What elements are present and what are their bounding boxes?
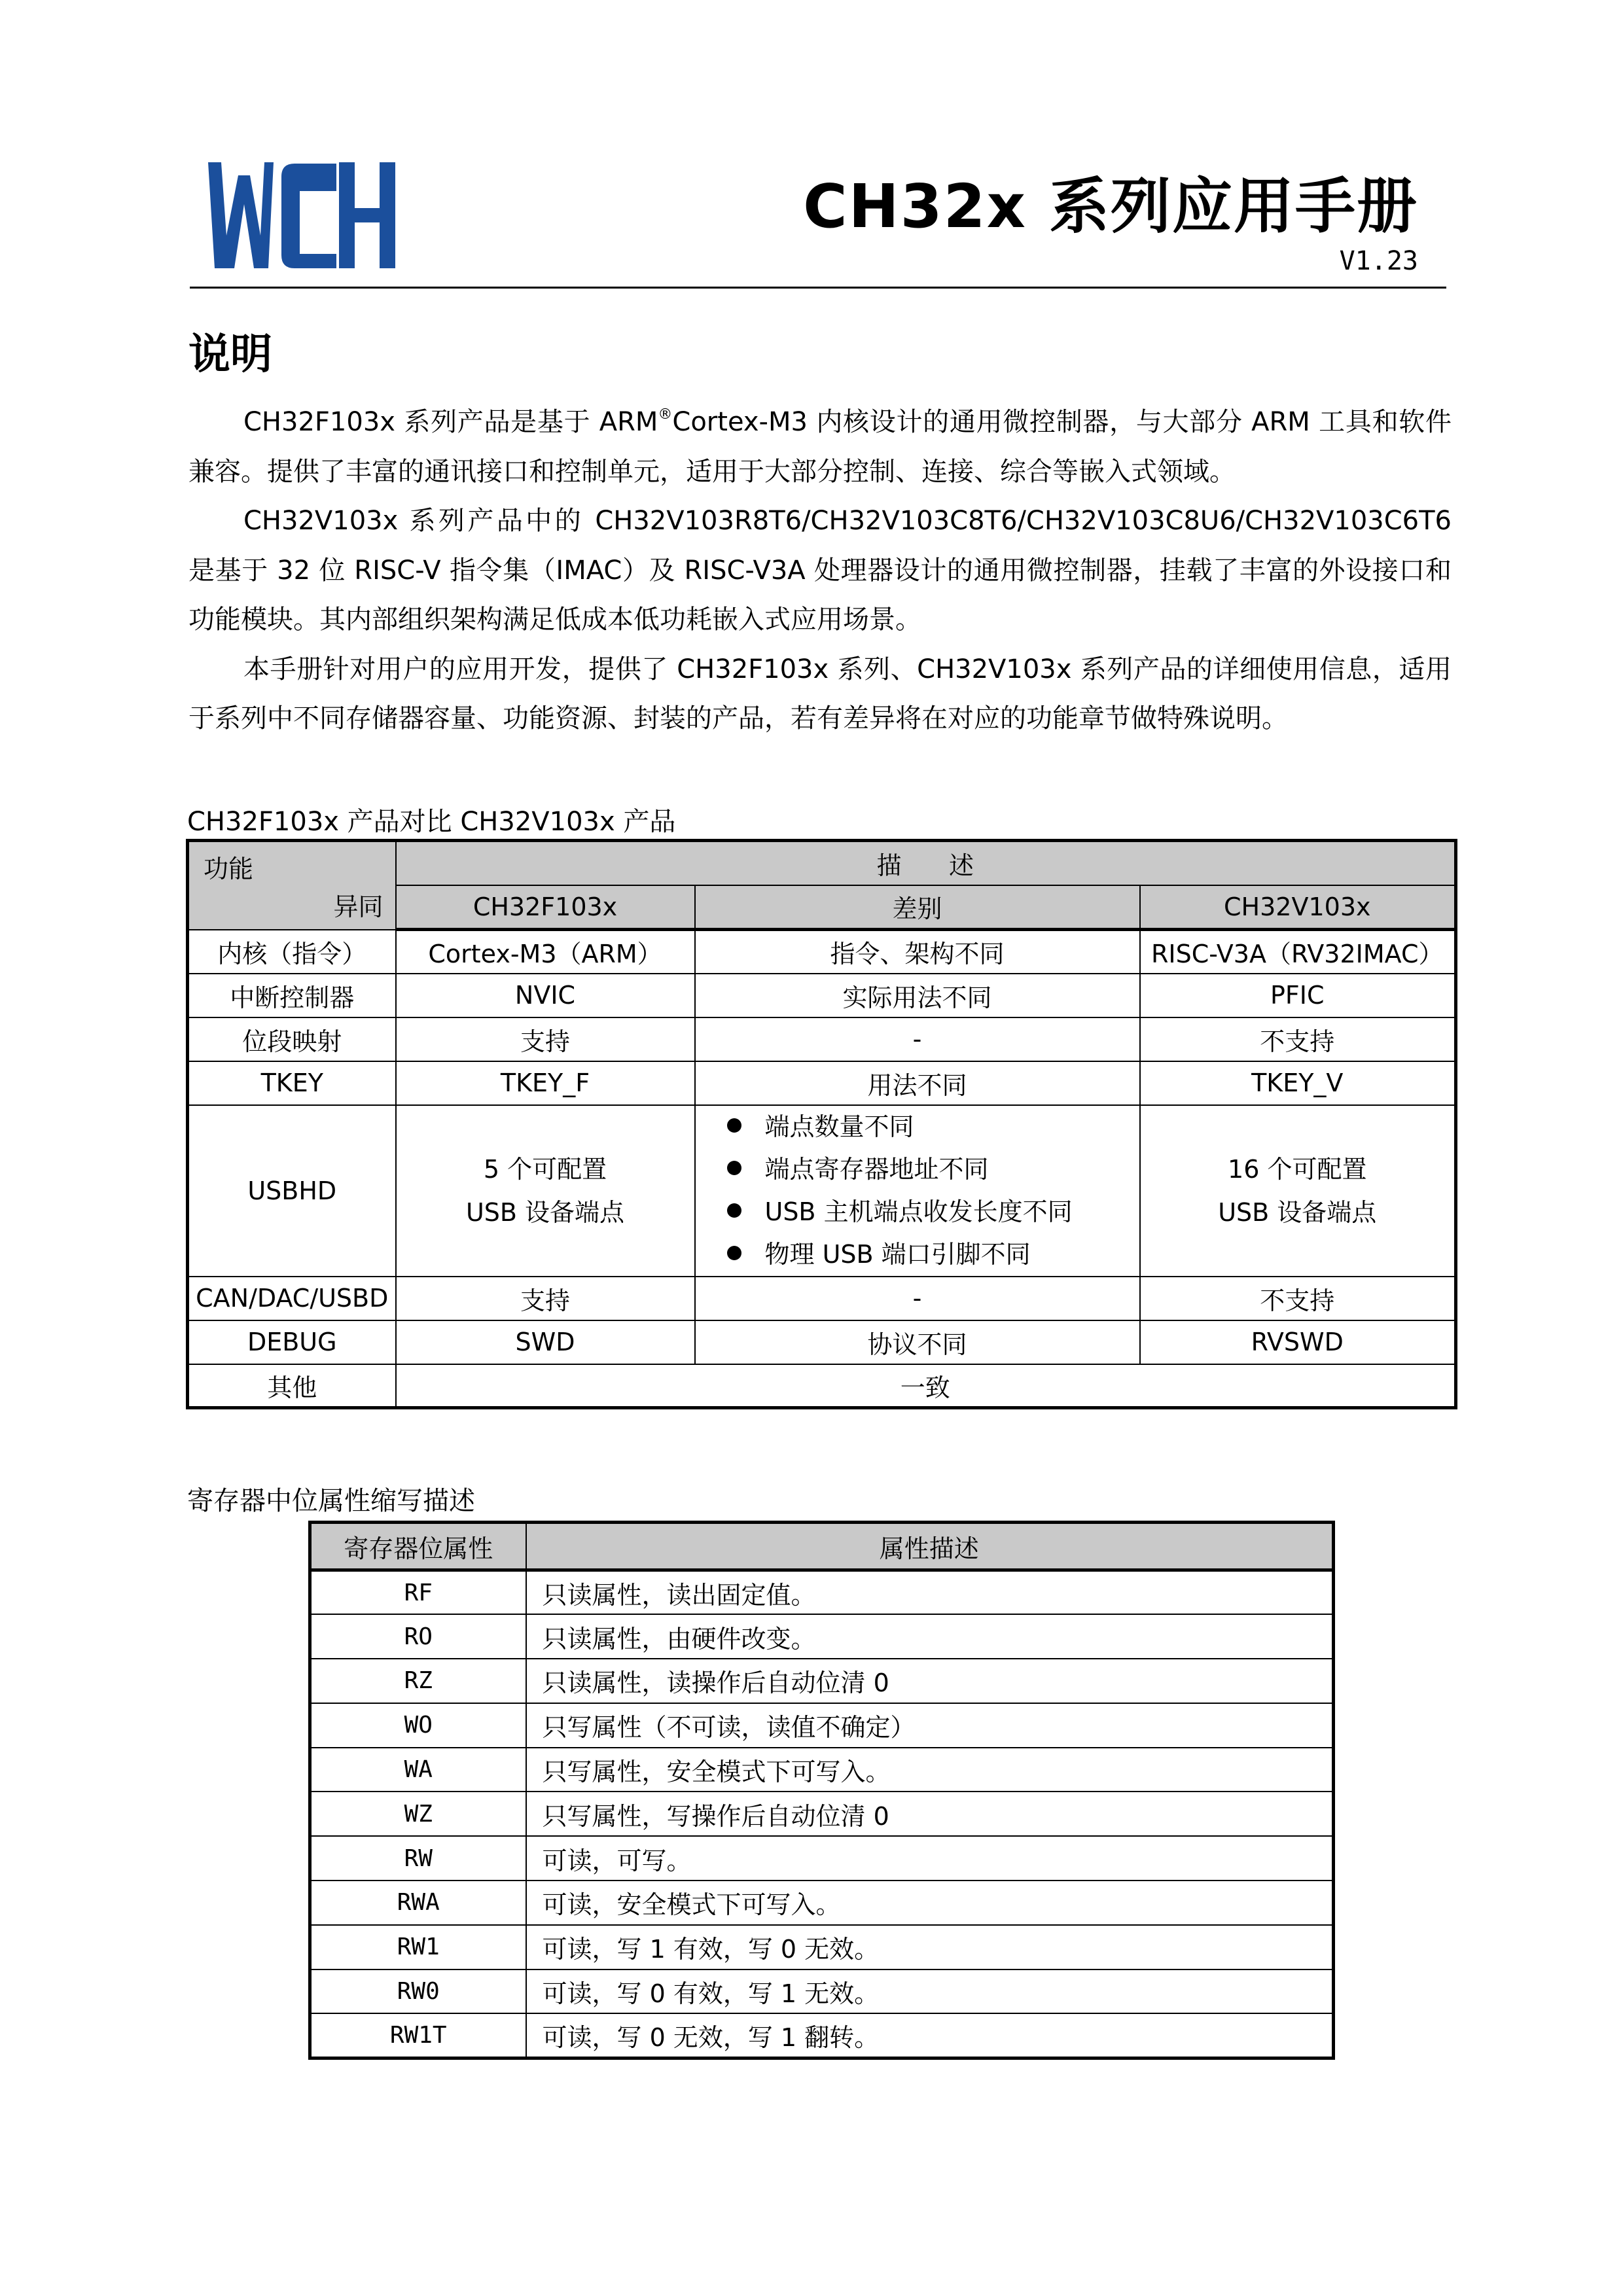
paragraph: 本手册针对用户的应用开发，提供了 CH32F103x 系列、CH32V103x 系列产品的详细使用信息，适用于系列中不同存储器容量、功能资源、封装的产品，若有差异将在对应的功能章节做特殊说明。 xyxy=(188,654,1452,733)
diff-cell: 指令、架构不同 xyxy=(695,930,1140,974)
feature-cell: TKEY xyxy=(188,1061,396,1105)
table-row xyxy=(310,1748,1334,1792)
bullet-icon xyxy=(727,1161,741,1175)
feature-cell: 中断控制器 xyxy=(188,974,396,1017)
feature-cell: 位段映射 xyxy=(188,1017,396,1061)
table-row xyxy=(310,1881,1334,1925)
v-cell: RVSWD xyxy=(1140,1320,1456,1364)
wch-logo xyxy=(208,162,398,268)
attr-code: RO xyxy=(310,1614,526,1659)
compare-table xyxy=(186,839,1457,1409)
v-cell: 不支持 xyxy=(1140,1017,1456,1061)
intro-text xyxy=(188,398,1452,744)
table-row-usbhd xyxy=(188,1105,1456,1277)
attr-desc: 只读属性，由硬件改变。 xyxy=(526,1614,1334,1659)
attr-code: RW1T xyxy=(310,2013,526,2058)
table-row xyxy=(188,1277,1456,1320)
table-row xyxy=(310,1659,1334,1703)
v-cell: PFIC xyxy=(1140,974,1456,1017)
attr-desc: 可读，可写。 xyxy=(526,1836,1334,1881)
f-cell: Cortex-M3（ARM） xyxy=(396,930,695,974)
diff-cell: 实际用法不同 xyxy=(695,974,1140,1017)
diff-cell: 用法不同 xyxy=(695,1061,1140,1105)
attr-desc: 只读属性，读出固定值。 xyxy=(526,1570,1334,1615)
attr-code: RW0 xyxy=(310,1969,526,2014)
feature-cell: CAN/DAC/USBD xyxy=(188,1277,396,1320)
paragraph: CH32V103x 系列产品中的 CH32V103R8T6/CH32V103C8T6/CH32V103C8U6/CH32V103C6T6 是基于 32 位 RISC-V 指令集（IMAC）及 RISC-V3A 处理器设计的通用微控制器，挂载了丰富的外设接口和功能模块。其内部组织架构满足低成本低功耗嵌入式应用场景。 xyxy=(188,506,1452,635)
attr-code: WZ xyxy=(310,1792,526,1836)
v-cell: 不支持 xyxy=(1140,1277,1456,1320)
bullet-item: USB 主机端点收发长度不同 xyxy=(727,1191,1139,1233)
feature-cell: 内核（指令） xyxy=(188,930,396,974)
section-title: 说明 xyxy=(188,330,272,379)
table-row xyxy=(188,930,1456,974)
table-row xyxy=(188,1320,1456,1364)
table-row xyxy=(188,1061,1456,1105)
f-cell: SWD xyxy=(396,1320,695,1364)
table-row xyxy=(310,1792,1334,1836)
col-header-f: CH32F103x xyxy=(396,885,695,930)
attr-table-caption: 寄存器中位属性缩写描述 xyxy=(187,1486,475,1516)
header-divider xyxy=(190,287,1446,289)
f-cell: NVIC xyxy=(396,974,695,1017)
f-cell: 支持 xyxy=(396,1017,695,1061)
attr-desc: 可读，写 0 无效，写 1 翻转。 xyxy=(526,2013,1334,2058)
attr-desc: 可读，写 1 有效，写 0 无效。 xyxy=(526,1925,1334,1969)
col-header-desc: 属性描述 xyxy=(526,1523,1334,1570)
document-title: CH32x 系列应用手册 xyxy=(803,171,1418,241)
bullet-icon xyxy=(727,1246,741,1260)
table-row xyxy=(310,2013,1334,2058)
v-cell: 16 个可配置 USB 设备端点 xyxy=(1140,1105,1456,1277)
diff-cell: 协议不同 xyxy=(695,1320,1140,1364)
attr-desc: 只写属性，写操作后自动位清 0 xyxy=(526,1792,1334,1836)
feature-cell: 其他 xyxy=(188,1364,396,1408)
attr-desc: 只写属性（不可读，读值不确定） xyxy=(526,1703,1334,1748)
feature-cell: DEBUG xyxy=(188,1320,396,1364)
table-row xyxy=(188,1017,1456,1061)
corner-header: 功能 异同 xyxy=(188,841,396,930)
attr-desc: 只读属性，读操作后自动位清 0 xyxy=(526,1659,1334,1703)
table-row xyxy=(310,1614,1334,1659)
table-row xyxy=(310,1925,1334,1969)
table-row xyxy=(310,1969,1334,2014)
v-cell: RISC-V3A（RV32IMAC） xyxy=(1140,930,1456,974)
bullet-item: 物理 USB 端口引脚不同 xyxy=(727,1233,1139,1276)
attr-code: RW1 xyxy=(310,1925,526,1969)
attr-code: WO xyxy=(310,1703,526,1748)
attr-desc: 可读，安全模式下可写入。 xyxy=(526,1881,1334,1925)
diff-bullet-list xyxy=(695,1105,1140,1277)
table-row xyxy=(188,1364,1456,1408)
attr-desc: 可读，写 0 有效，写 1 无效。 xyxy=(526,1969,1334,2014)
attr-code: RW xyxy=(310,1836,526,1881)
attr-code: RWA xyxy=(310,1881,526,1925)
attr-code: RZ xyxy=(310,1659,526,1703)
bullet-item: 端点数量不同 xyxy=(727,1106,1139,1148)
bullet-item: 端点寄存器地址不同 xyxy=(727,1148,1139,1191)
diff-cell: - xyxy=(695,1277,1140,1320)
table-row xyxy=(188,974,1456,1017)
attr-desc: 只写属性，安全模式下可写入。 xyxy=(526,1748,1334,1792)
diff-cell: - xyxy=(695,1017,1140,1061)
f-cell: TKEY_F xyxy=(396,1061,695,1105)
f-cell: 5 个可配置 USB 设备端点 xyxy=(396,1105,695,1277)
col-header-attr: 寄存器位属性 xyxy=(310,1523,526,1570)
document-version: V1.23 xyxy=(1339,246,1418,276)
paragraph: CH32F103x 系列产品是基于 ARM®Cortex-M3 内核设计的通用微控制器，与大部分 ARM 工具和软件兼容。提供了丰富的通讯接口和控制单元，适用于大部分控制、连接、综合等嵌入式领域。 xyxy=(188,406,1452,487)
desc-header: 描 述 xyxy=(396,841,1456,885)
v-cell: TKEY_V xyxy=(1140,1061,1456,1105)
attr-code: RF xyxy=(310,1570,526,1615)
col-header-diff: 差别 xyxy=(695,885,1140,930)
table-row xyxy=(310,1570,1334,1615)
attr-table xyxy=(308,1521,1335,2060)
bullet-icon xyxy=(727,1203,741,1218)
col-header-v: CH32V103x xyxy=(1140,885,1456,930)
feature-cell: USBHD xyxy=(188,1105,396,1277)
f-cell: 支持 xyxy=(396,1277,695,1320)
merged-cell: 一致 xyxy=(396,1364,1456,1408)
bullet-icon xyxy=(727,1118,741,1133)
table-row xyxy=(310,1703,1334,1748)
compare-table-caption: CH32F103x 产品对比 CH32V103x 产品 xyxy=(187,807,676,837)
table-row xyxy=(310,1836,1334,1881)
attr-code: WA xyxy=(310,1748,526,1792)
